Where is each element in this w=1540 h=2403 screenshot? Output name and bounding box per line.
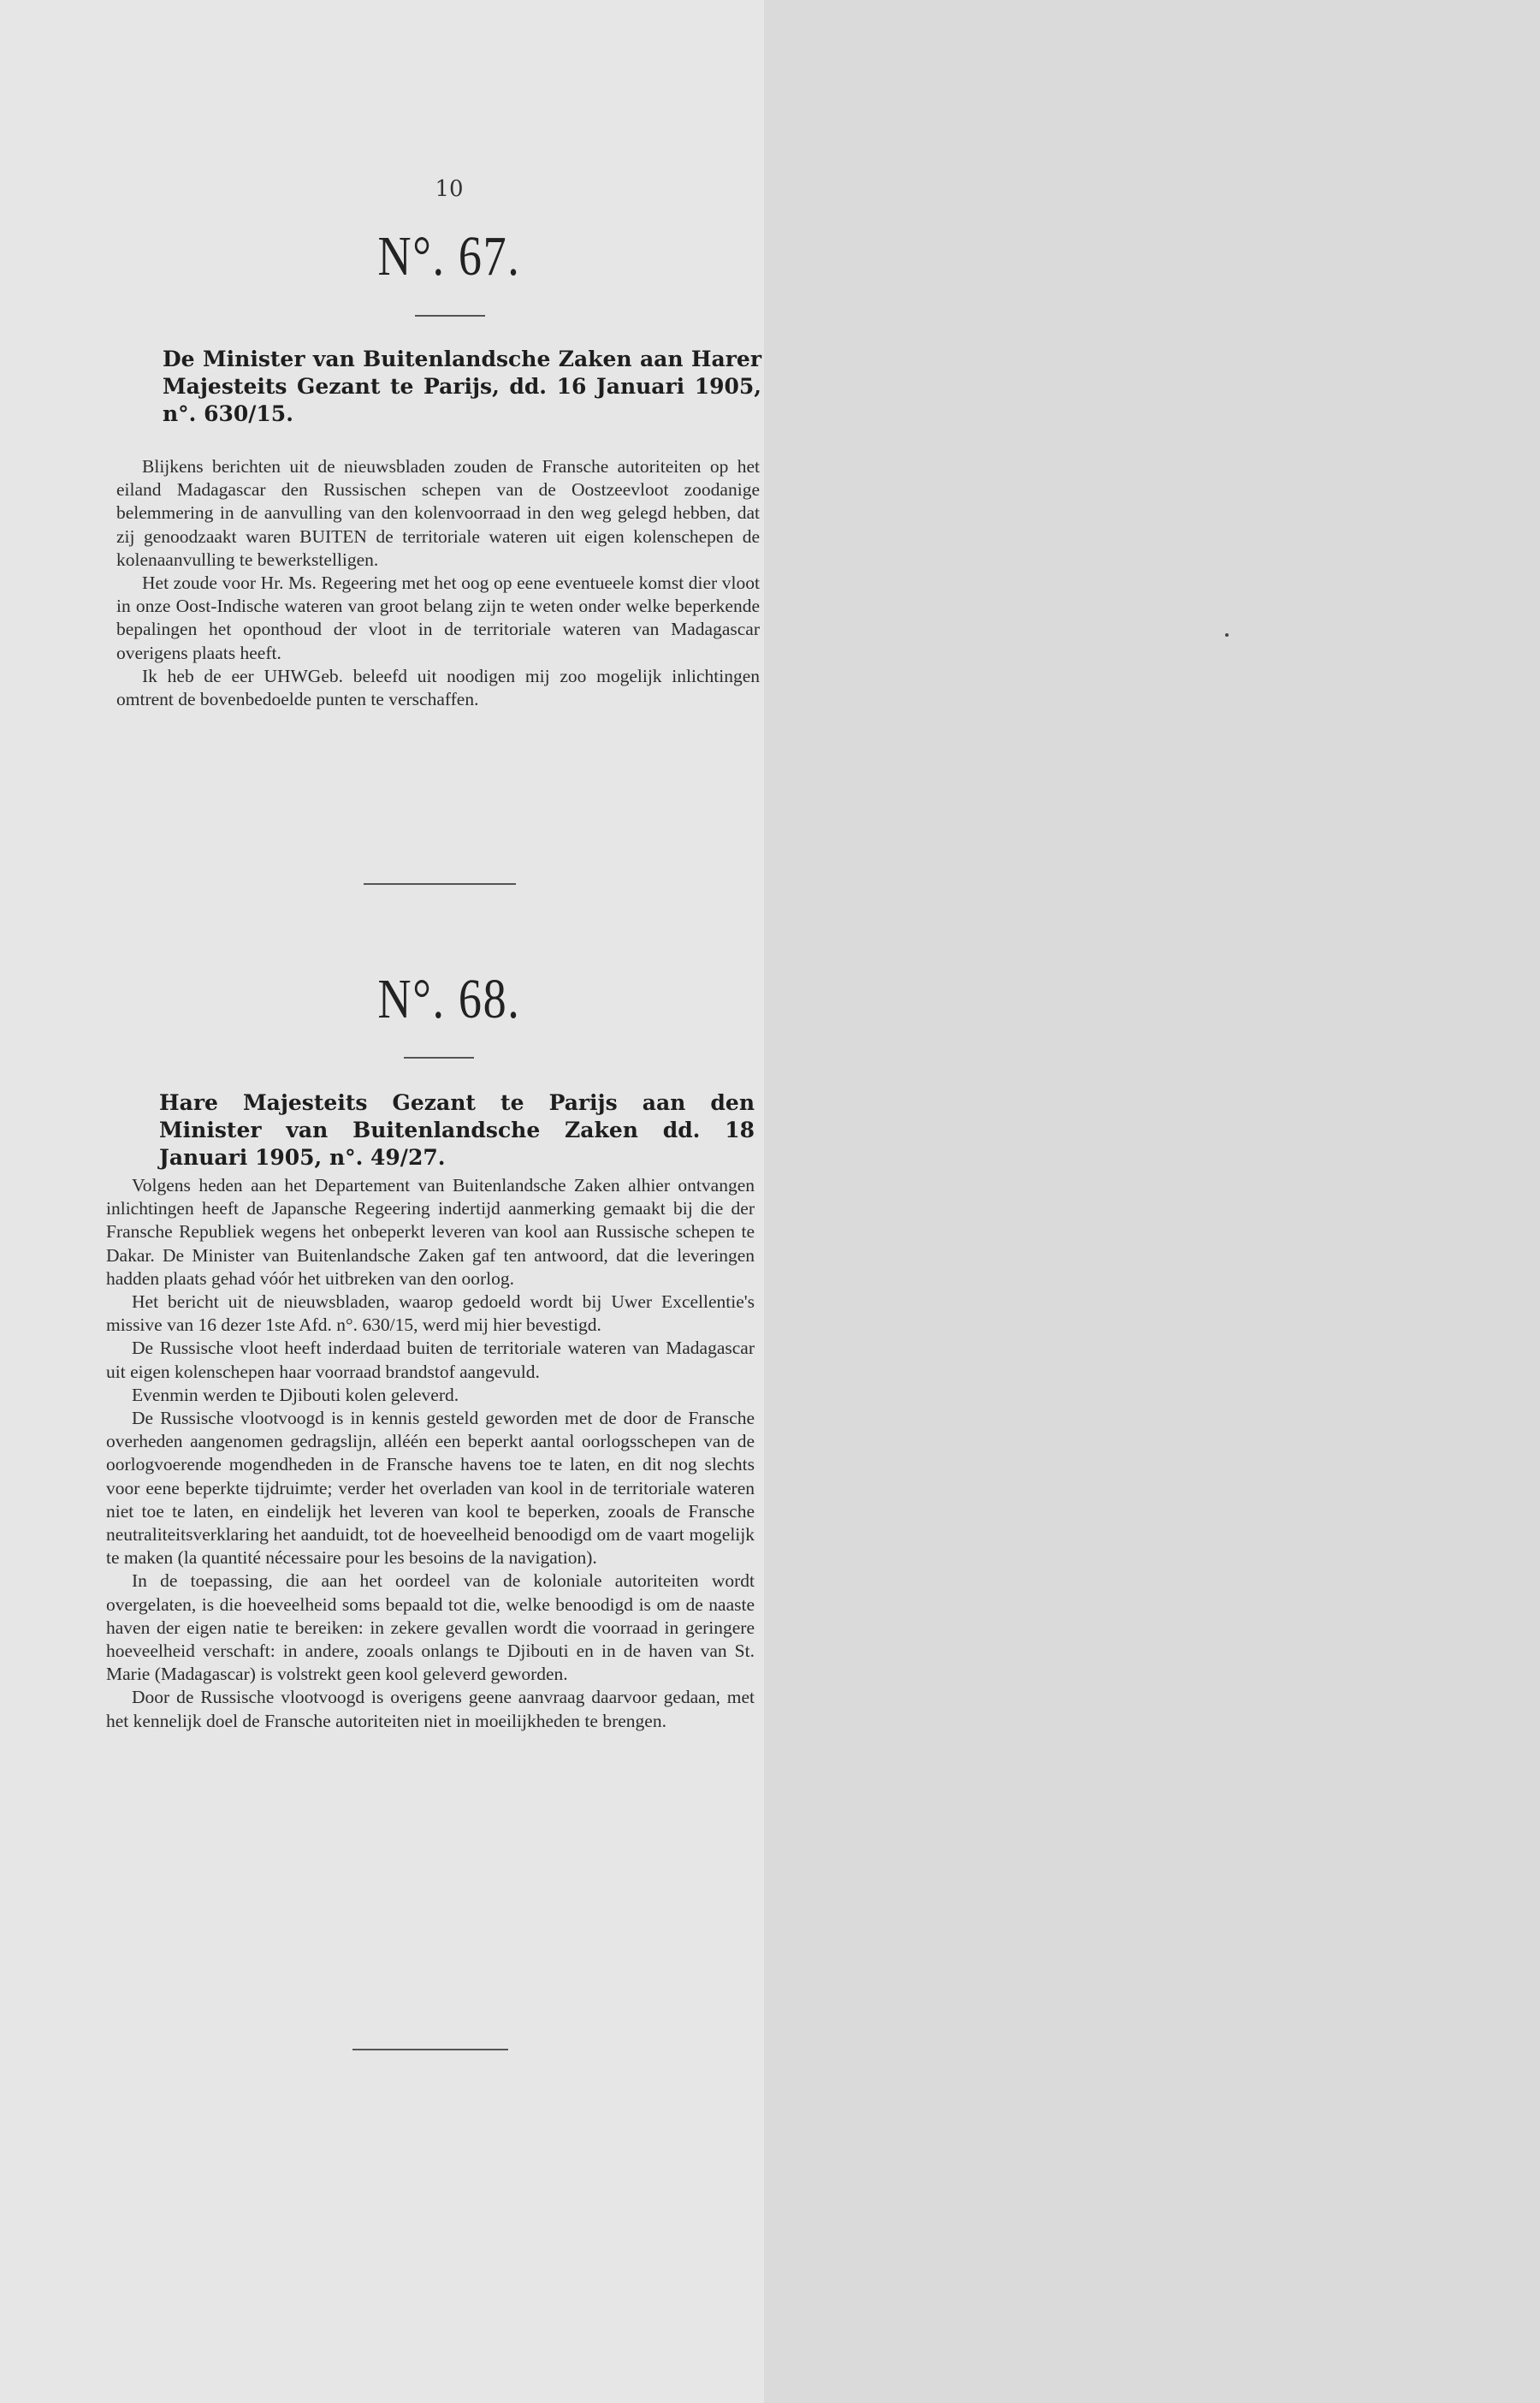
section-68-paragraph: Evenmin werden te Djibouti kolen geleverd.	[132, 1384, 459, 1405]
section-divider-2	[352, 2049, 508, 2050]
right-page	[764, 0, 1540, 2403]
section-68-body	[106, 1174, 755, 1733]
document-number-68: N°. 68.	[377, 968, 521, 1030]
section-67-paragraph: Ik heb de eer UHWGeb. beleefd uit noodigen mij zoo mogelijk inlichtingen omtrent de bovenbedoelde punten te verschaffen.	[116, 665, 760, 710]
section-68-paragraph: De Russische vlootvoogd is in kennis gesteld geworden met de door de Fransche overheden aangenomen gedragslijn, alléén een beperkt aantal oorlogsschepen van de oorlogvoerende mogendheden in de Fransche havens toe te laten, en dit nog slechts voor eene beperkte tijdruimte; verder het overladen van kool in de territoriale wateren niet toe te laten, en eindelijk het leveren van kool te beperken, zooals de Fransche neutraliteitsverklaring het aanduidt, tot de hoeveelheid benoodigd om de vaart mogelijk te maken (la quantité nécessaire pour les besoins de la navigation).	[106, 1408, 755, 1569]
page-speck	[1225, 633, 1229, 637]
rule-68-top	[404, 1057, 474, 1059]
section-68-heading: Hare Majesteits Gezant te Parijs aan den Minister van Buitenlandsche Zaken dd. 18 Januari 1905, n°. 49/27.	[159, 1090, 755, 1170]
document-number-67: N°. 67.	[377, 225, 521, 288]
section-68-paragraph: In de toepassing, die aan het oordeel van de koloniale autoriteiten wordt overgelaten, is die hoeveelheid soms bepaald tot die, welke benoodigd is om de naaste haven der eigen natie te bereiken: in zekere gevallen wordt die voorraad in geringere hoeveelheid verschaft: in andere, zooals onlangs te Djibouti en in de haven van St. Marie (Madagascar) is volstrekt geen kool geleverd geworden.	[106, 1570, 755, 1685]
section-68-paragraph: Volgens heden aan het Departement van Buitenlandsche Zaken alhier ontvangen inlichtingen heeft de Japansche Regeering indertijd aanmerking gemaakt bij die der Fransche Republiek wegens het onbeperkt leveren van kool aan Russische schepen te Dakar. De Minister van Buitenlandsche Zaken gaf ten antwoord, dat die leveringen hadden plaats gehad vóór het uitbreken van den oorlog.	[106, 1175, 755, 1289]
rule-67-top	[415, 315, 485, 317]
section-67-paragraph: Het zoude voor Hr. Ms. Regeering met het oog op eene eventueele komst dier vloot in onze Oost-Indische wateren van groot belang zijn te weten onder welke beperkende bepalingen het oponthoud der vloot in de territoriale wateren van Madagascar overigens plaats heeft.	[116, 573, 760, 663]
page-number: 10	[435, 176, 464, 202]
section-67-body	[116, 455, 760, 711]
section-68-paragraph: De Russische vloot heeft inderdaad buiten de territoriale wateren van Madagascar uit eigen kolenschepen haar voorraad brandstof aangevuld.	[106, 1338, 755, 1382]
section-68-paragraph: Door de Russische vlootvoogd is overigens geene aanvraag daarvoor gedaan, met het kennelijk doel de Fransche autoriteiten niet in moeilijkheden te brengen.	[106, 1687, 755, 1731]
section-67-heading: De Minister van Buitenlandsche Zaken aan Harer Majesteits Gezant te Parijs, dd. 16 Januari 1905, n°. 630/15.	[163, 347, 761, 426]
section-68-paragraph: Het bericht uit de nieuwsbladen, waarop gedoeld wordt bij Uwer Excellentie's missive van 16 dezer 1ste Afd. n°. 630/15, werd mij hier bevestigd.	[106, 1291, 755, 1336]
section-67-paragraph: Blijkens berichten uit de nieuwsbladen zouden de Fransche autoriteiten op het eiland Madagascar den Russischen schepen van de Oostzeevloot zoodanige belemmering in de aanvulling van den kolenvoorraad in den weg gelegd hebben, dat zij genoodzaakt waren BUITEN de territoriale wateren uit eigen kolenschepen de kolenaanvulling te bewerkstelligen.	[116, 456, 760, 570]
section-divider-1	[364, 883, 516, 885]
